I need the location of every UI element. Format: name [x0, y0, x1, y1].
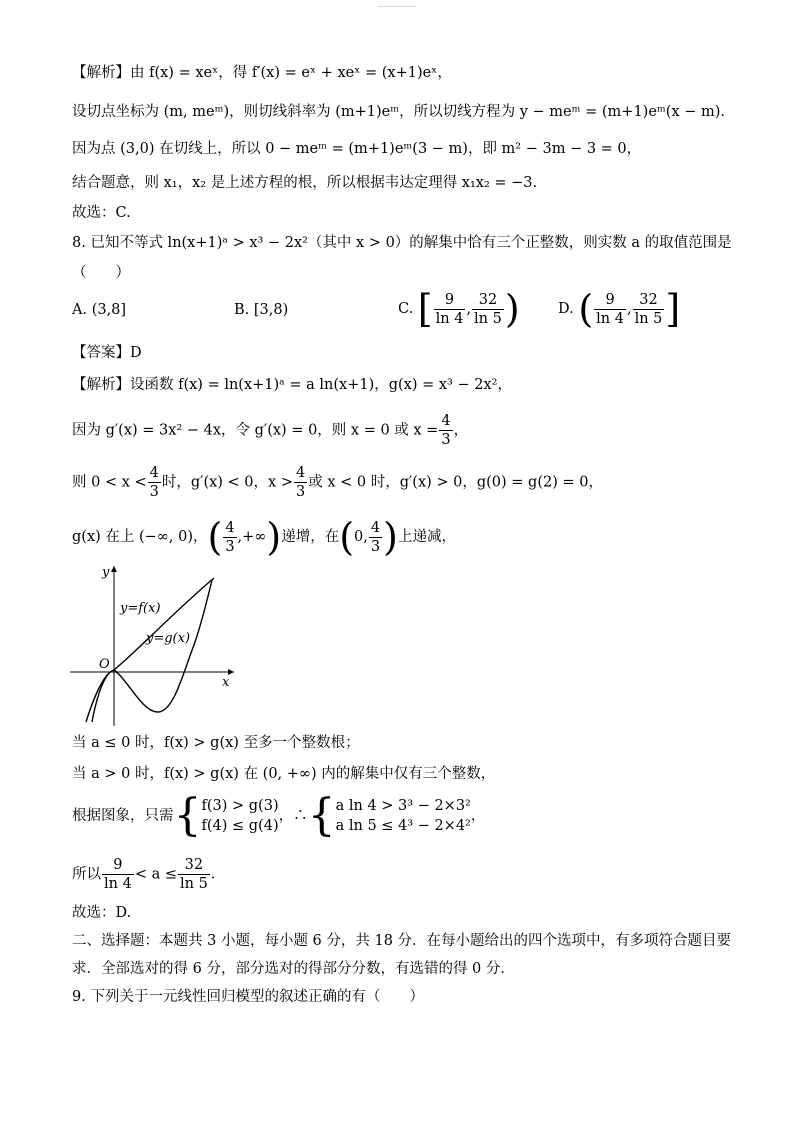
function-graph — [66, 560, 246, 728]
frac-4-3-d: $\frac{4}{3}$ — [370, 519, 381, 555]
system-2: a ln 4 > 3³ − 2×3² a ln 5 ≤ 4³ − 2×4² — [335, 798, 471, 834]
solution-choice: 故选：C. — [72, 205, 131, 221]
frac-32-ln5: $\frac{32}{\ln 5}$ — [179, 857, 208, 892]
option-d: D. ( $\frac{9}{\ln 4}$ , $\frac{32}{\ln 5}$ ] — [558, 287, 681, 331]
graph-x-label: x — [222, 675, 230, 690]
analysis-line-7: 根据图象，只需{ f(3) > g(3) f(4) ≤ g(4) ，∴{ a ln 4 > 3³ − 2×3² a ln 5 ≤ 4³ − 2×4² ， — [72, 790, 486, 841]
analysis-line-5: 当 a ≤ 0 时，f(x) > g(x) 至多一个整数根； — [72, 735, 360, 751]
frac-4-3-a: $\frac{4}{3}$ — [149, 465, 159, 500]
option-a: A. (3,8] — [72, 302, 127, 318]
solution-line-3: 因为点 (3,0) 在切线上，所以 0 − meᵐ = (m+1)eᵐ(3 − m)，即 m² − 3m − 3 = 0， — [72, 141, 642, 157]
option-d-paren: ( — [578, 287, 594, 331]
graph-origin-label: O — [99, 657, 110, 672]
option-c-frac2: $\frac{32}{\ln 5}$ — [474, 291, 502, 327]
frac-9-ln4: $\frac{9}{\ln 4}$ — [104, 857, 132, 892]
option-c-frac1: $\frac{9}{\ln 4}$ — [435, 291, 464, 327]
solution-line-1: 【解析】由 f(x) = xeˣ，得 f′(x) = eˣ + xeˣ = (x+1)eˣ， — [72, 65, 452, 81]
section-2-line-1: 二、选择题：本题共 3 小题，每小题 6 分，共 18 分．在每小题给出的四个选项中，有多项符合题目要 — [72, 933, 732, 949]
option-c-label: C. — [398, 301, 414, 317]
solution-line-2: 设切点坐标为 (m, meᵐ)，则切线斜率为 (m+1)eᵐ，所以切线方程为 y − meᵐ = (m+1)eᵐ(x − m). — [72, 104, 726, 120]
analysis-line-8: 所以 $\frac{9}{\ln 4}$ < a ≤ $\frac{32}{\ln 5}$ . — [72, 857, 216, 892]
curve-f — [86, 578, 214, 722]
analysis-line-2: 因为 g′(x) = 3x² − 4x，令 g′(x) = 0，则 x = 0 或 x = $\frac{4}{3}$ ， — [72, 413, 469, 448]
question-8-paren: （ ） — [72, 265, 130, 281]
option-c: C. [ $\frac{9}{\ln 4}$ , $\frac{32}{\ln 5}$ ) — [398, 287, 520, 331]
system-1: f(3) > g(3) f(4) ≤ g(4) — [201, 798, 279, 834]
section-2-line-2: 求．全部选对的得 6 分，部分选对的得部分分数，有选错的得 0 分． — [72, 961, 515, 977]
graph-y-label: y — [102, 565, 110, 580]
solution-line-4: 结合题意，则 x₁，x₂ 是上述方程的根，所以根据韦达定理得 x₁x₂ = −3. — [72, 175, 538, 191]
graph-f-label: y=f(x) — [120, 601, 161, 616]
option-d-frac2: $\frac{32}{\ln 5}$ — [634, 291, 663, 327]
option-c-paren: ) — [504, 287, 520, 331]
option-d-frac1: $\frac{9}{\ln 4}$ — [596, 291, 624, 327]
option-c-bracket: [ — [417, 287, 433, 331]
analysis-line-1: 【解析】设函数 f(x) = ln(x+1)ᵃ = a ln(x+1)，g(x) = x³ − 2x²， — [72, 377, 512, 393]
option-d-bracket: ] — [665, 287, 681, 331]
analysis-choice: 故选：D. — [72, 905, 132, 921]
question-9: 9. 下列关于一元线性回归模型的叙述正确的有（ ） — [72, 989, 424, 1005]
graph-g-label: y=g(x) — [146, 631, 191, 646]
answer-label: 【答案】D — [72, 345, 142, 361]
option-b: B. [3,8) — [234, 302, 289, 318]
header-mark — [378, 6, 416, 7]
analysis-line-6: 当 a > 0 时，f(x) > g(x) 在 (0, +∞) 内的解集中仅有三个整数， — [72, 766, 496, 782]
frac-4-3: $\frac{4}{3}$ — [441, 413, 451, 448]
option-d-label: D. — [558, 301, 574, 317]
question-8: 8. 已知不等式 ln(x+1)ᵃ > x³ − 2x²（其中 x > 0）的解集中恰有三个正整数，则实数 a 的取值范围是 — [72, 235, 732, 251]
analysis-line-3: 则 0 < x < $\frac{4}{3}$ 时，g′(x) < 0，x > $\frac{4}{3}$ 或 x < 0 时，g′(x) > 0，g(0) = g(2) = 0， — [72, 465, 603, 500]
analysis-line-4: g(x) 在上 (−∞, 0)，( $\frac{4}{3}$ ,+∞)递增，在(0, $\frac{4}{3}$ )上递减， — [72, 515, 456, 559]
frac-4-3-b: $\frac{4}{3}$ — [295, 465, 306, 500]
frac-4-3-c: $\frac{4}{3}$ — [225, 519, 235, 555]
